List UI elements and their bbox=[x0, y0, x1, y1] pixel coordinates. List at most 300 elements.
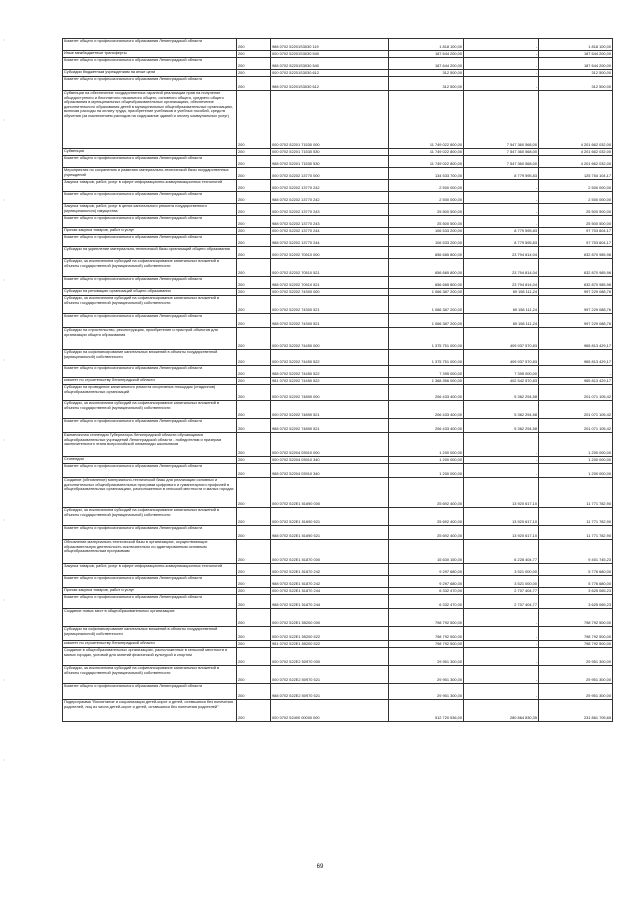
row-executed-cell: - bbox=[464, 204, 539, 216]
row-kbk-cell: 000 0702 52202 74300 521 bbox=[271, 296, 389, 314]
row-name-cell: комитет по строительству Ленинградской области bbox=[63, 378, 237, 385]
row-remaining-cell: 798 792 500,00 bbox=[539, 627, 613, 641]
row-remaining-cell: 1 200 000,00 bbox=[539, 464, 613, 478]
row-code-cell: 200 bbox=[237, 91, 271, 149]
row-remaining-cell: 965 813 429,17 bbox=[539, 350, 613, 366]
row-remaining-cell: 187 644 200,00 bbox=[539, 51, 613, 58]
row-name-cell: Комитет общего и профессионального образования Ленинградской области bbox=[63, 216, 237, 228]
row-approved-cell: 1 066 387 200,00 bbox=[389, 289, 464, 296]
row-executed-cell: - bbox=[464, 627, 539, 641]
row-executed-cell: 7 547 360 568,00 bbox=[464, 149, 539, 156]
row-kbk-cell: 000 0702 52201 71530 530 bbox=[271, 149, 389, 156]
row-code-cell: 200 bbox=[237, 259, 271, 277]
row-approved-cell: 9 297 680,00 bbox=[389, 576, 464, 588]
row-code-cell: 200 bbox=[237, 700, 271, 722]
table-row bbox=[63, 627, 613, 641]
row-code-cell: 200 bbox=[237, 277, 271, 289]
table-row bbox=[63, 588, 613, 595]
row-name-cell: Субсидии на проведение капитального ремонта спортивных площадок (стадионов) общеобразовательных организаций bbox=[63, 385, 237, 401]
row-remaining-cell: 1 200 000,00 bbox=[539, 457, 613, 464]
row-remaining-cell: 798 792 500,00 bbox=[539, 641, 613, 648]
row-kbk-cell: 000 0702 522E1 51690 000 bbox=[271, 478, 389, 508]
row-executed-cell: 5 362 294,58 bbox=[464, 401, 539, 419]
row-kbk-cell: 988 0702 52201S3030 612 bbox=[271, 77, 389, 91]
row-remaining-cell: 11 771 782,90 bbox=[539, 526, 613, 540]
row-remaining-cell: 5 776 680,00 bbox=[539, 564, 613, 576]
row-remaining-cell: 4 201 662 032,00 bbox=[539, 91, 613, 149]
page-number: 69 bbox=[316, 864, 324, 870]
row-code-cell: 200 bbox=[237, 588, 271, 595]
row-executed-cell: 6 228 404,77 bbox=[464, 540, 539, 564]
row-executed-cell: 13 920 617,10 bbox=[464, 478, 539, 508]
row-remaining-cell: 312 500,00 bbox=[539, 77, 613, 91]
row-executed-cell: 69 158 111,24 bbox=[464, 289, 539, 296]
table-row bbox=[63, 457, 613, 464]
table-row bbox=[63, 350, 613, 366]
row-remaining-cell: 1 818 100,00 bbox=[539, 39, 613, 51]
row-remaining-cell: 997 229 088,76 bbox=[539, 289, 613, 296]
row-code-cell: 200 bbox=[237, 156, 271, 168]
row-remaining-cell: 187 644 200,00 bbox=[539, 58, 613, 70]
row-code-cell: 200 bbox=[237, 192, 271, 204]
row-name-cell: Создание в общеобразовательных организациях, расположенных в сельской местности и малых городах, условий для занятий физической культурой и спортом bbox=[63, 648, 237, 666]
table-row bbox=[63, 564, 613, 576]
row-executed-cell: 3 521 000,00 bbox=[464, 564, 539, 576]
row-kbk-cell: 988 0702 52202 13770 244 bbox=[271, 235, 389, 247]
row-approved-cell: 206 433 400,00 bbox=[389, 385, 464, 401]
row-executed-cell: 409 937 570,83 bbox=[464, 350, 539, 366]
row-kbk-cell: 988 0702 52201 71530 530 bbox=[271, 156, 389, 168]
row-remaining-cell: 997 229 088,76 bbox=[539, 296, 613, 314]
row-kbk-cell: 988 0702 52201S3030 119 bbox=[271, 39, 389, 51]
row-code-cell: 200 bbox=[237, 51, 271, 58]
row-code-cell: 200 bbox=[237, 204, 271, 216]
table-row bbox=[63, 378, 613, 385]
table-row bbox=[63, 328, 613, 350]
row-kbk-cell: 000 0702 52204 03910 000 bbox=[271, 433, 389, 457]
row-executed-cell: 8 779 595,83 bbox=[464, 168, 539, 180]
row-name-cell: Комитет общего и профессионального образования Ленинградской области bbox=[63, 277, 237, 289]
row-kbk-cell: 981 0702 522E1 55200 522 bbox=[271, 641, 389, 648]
row-name-cell: комитет по строительству Ленинградской области bbox=[63, 641, 237, 648]
table-row bbox=[63, 648, 613, 666]
row-kbk-cell: 000 0702 52202 13770 000 bbox=[271, 168, 389, 180]
table-row bbox=[63, 192, 613, 204]
row-executed-cell: 8 779 595,83 bbox=[464, 228, 539, 235]
row-kbk-cell: 988 0702 52202 13770 243 bbox=[271, 216, 389, 228]
row-name-cell: Субсидии на укрепление материально-технической базы организаций общего образования bbox=[63, 247, 237, 259]
row-kbk-cell: 988 0702 522E1 51690 521 bbox=[271, 526, 389, 540]
table-row bbox=[63, 433, 613, 457]
table-row bbox=[63, 700, 613, 722]
row-name-cell: Комитет общего и профессионального образования Ленинградской области bbox=[63, 526, 237, 540]
table-row bbox=[63, 401, 613, 419]
row-approved-cell: 29 951 300,00 bbox=[389, 648, 464, 666]
row-executed-cell: 402 542 570,83 bbox=[464, 378, 539, 385]
row-name-cell: Субсидии на софинансирование капитальных вложений в объекты государственной (муниципальной) собственности bbox=[63, 350, 237, 366]
row-approved-cell: 1 375 751 000,00 bbox=[389, 350, 464, 366]
row-kbk-cell: 988 0702 52202 74890 521 bbox=[271, 419, 389, 433]
row-executed-cell: - bbox=[464, 180, 539, 192]
row-executed-cell: - bbox=[464, 70, 539, 77]
row-kbk-cell: 000 0702 522E2 50970 000 bbox=[271, 648, 389, 666]
row-executed-cell: - bbox=[464, 77, 539, 91]
table-row bbox=[63, 168, 613, 180]
row-remaining-cell: 25 500 500,00 bbox=[539, 204, 613, 216]
row-approved-cell: 187 644 200,00 bbox=[389, 58, 464, 70]
row-kbk-cell: 000 0702 52204 03910 340 bbox=[271, 457, 389, 464]
row-approved-cell: 106 533 200,00 bbox=[389, 235, 464, 247]
row-kbk-cell: 988 0702 52202 74450 522 bbox=[271, 366, 389, 378]
row-remaining-cell: 201 071 105,42 bbox=[539, 419, 613, 433]
row-remaining-cell: 97 753 604,17 bbox=[539, 228, 613, 235]
row-kbk-cell: 988 0702 52201S3030 540 bbox=[271, 58, 389, 70]
row-approved-cell: 1 066 387 200,00 bbox=[389, 314, 464, 328]
table-row bbox=[63, 204, 613, 216]
row-kbk-cell: 000 0702 52202 13770 244 bbox=[271, 228, 389, 235]
row-executed-cell: 7 547 360 568,00 bbox=[464, 91, 539, 149]
table-row bbox=[63, 366, 613, 378]
row-remaining-cell: 2 500 000,00 bbox=[539, 192, 613, 204]
row-approved-cell: 2 500 000,00 bbox=[389, 192, 464, 204]
row-kbk-cell: 988 0702 522E1 51870 242 bbox=[271, 576, 389, 588]
table-row bbox=[63, 77, 613, 91]
row-remaining-cell: 25 500 500,00 bbox=[539, 216, 613, 228]
row-code-cell: 200 bbox=[237, 366, 271, 378]
row-executed-cell: - bbox=[464, 464, 539, 478]
row-executed-cell: - bbox=[464, 609, 539, 627]
row-code-cell: 200 bbox=[237, 457, 271, 464]
budget-execution-table bbox=[62, 38, 613, 722]
row-remaining-cell: 11 771 782,90 bbox=[539, 478, 613, 508]
table-row bbox=[63, 51, 613, 58]
row-executed-cell: - bbox=[464, 641, 539, 648]
table-row bbox=[63, 526, 613, 540]
row-kbk-cell: 988 0702 522E2 50970 521 bbox=[271, 684, 389, 700]
row-executed-cell: 280 864 830,35 bbox=[464, 700, 539, 722]
row-kbk-cell: 000 0702 522E1 51690 521 bbox=[271, 508, 389, 526]
row-code-cell: 200 bbox=[237, 508, 271, 526]
table-row bbox=[63, 235, 613, 247]
row-executed-cell: 2 707 404,77 bbox=[464, 595, 539, 609]
table-row bbox=[63, 296, 613, 314]
row-approved-cell: 134 533 700,00 bbox=[389, 168, 464, 180]
table-row bbox=[63, 289, 613, 296]
row-name-cell: Комитет общего и профессионального образования Ленинградской области bbox=[63, 77, 237, 91]
row-approved-cell: 798 792 500,00 bbox=[389, 641, 464, 648]
row-code-cell: 200 bbox=[237, 385, 271, 401]
row-kbk-cell: 988 0702 52202 74300 521 bbox=[271, 314, 389, 328]
row-name-cell: Субсидии на строительство, реконструкцию, приобретение и пристрой объектов для организации общего образования bbox=[63, 328, 237, 350]
row-executed-cell: 2 707 404,77 bbox=[464, 588, 539, 595]
row-kbk-cell: 000 0702 52201 71530 000 bbox=[271, 91, 389, 149]
row-executed-cell: - bbox=[464, 648, 539, 666]
row-executed-cell: - bbox=[464, 433, 539, 457]
row-approved-cell: 25 500 500,00 bbox=[389, 204, 464, 216]
row-executed-cell: 7 395 000,00 bbox=[464, 366, 539, 378]
row-name-cell: Комитет общего и профессионального образования Ленинградской области bbox=[63, 235, 237, 247]
table-row bbox=[63, 666, 613, 684]
row-name-cell: Комитет общего и профессионального образования Ленинградской области bbox=[63, 192, 237, 204]
row-remaining-cell: 4 201 662 032,00 bbox=[539, 156, 613, 168]
row-code-cell: 200 bbox=[237, 149, 271, 156]
row-remaining-cell: 632 870 985,96 bbox=[539, 259, 613, 277]
row-kbk-cell: 000 0702 52202 74890 521 bbox=[271, 401, 389, 419]
row-remaining-cell: - bbox=[539, 366, 613, 378]
row-kbk-cell: 000 0702 52202 70510 000 bbox=[271, 247, 389, 259]
row-name-cell: Комитет общего и профессионального образования Ленинградской области bbox=[63, 684, 237, 700]
row-approved-cell: 25 692 400,00 bbox=[389, 508, 464, 526]
row-name-cell: Комитет общего и профессионального образования Ленинградской области bbox=[63, 576, 237, 588]
row-executed-cell: 23 794 814,04 bbox=[464, 259, 539, 277]
row-kbk-cell: 000 0702 52202 74300 000 bbox=[271, 289, 389, 296]
row-approved-cell: 512 720 536,00 bbox=[389, 700, 464, 722]
row-name-cell: Обновление материально-технической базы в организациях, осуществляющих образовательную деятельность исключительно по адаптированным основным общеобразовательным программам bbox=[63, 540, 237, 564]
row-name-cell: Субвенции bbox=[63, 149, 237, 156]
row-approved-cell: 312 500,00 bbox=[389, 70, 464, 77]
row-name-cell: Мероприятия по сохранению и развитию материально-технической базы государственных учреждений bbox=[63, 168, 237, 180]
row-name-cell: Субсидии, за исключением субсидий на софинансирование капитальных вложений в объекты государственной (муниципальной) собственности bbox=[63, 296, 237, 314]
row-approved-cell: 25 500 500,00 bbox=[389, 216, 464, 228]
row-kbk-cell: 000 0702 52202 74890 000 bbox=[271, 385, 389, 401]
row-kbk-cell: 988 0702 522E1 51870 244 bbox=[271, 595, 389, 609]
row-kbk-cell: 981 0702 52202 74450 522 bbox=[271, 378, 389, 385]
row-kbk-cell: 000 0702 52201S3030 540 bbox=[271, 51, 389, 58]
binder-hole-marks bbox=[0, 0, 8, 905]
row-kbk-cell: 000 0702 522E1 55200 000 bbox=[271, 609, 389, 627]
row-name-cell: Подпрограмма "Воспитание и социализация детей-сирот и детей, оставшихся без попечения родителей, лиц из числа детей-сирот и детей, оставшихся без попечения родителей" bbox=[63, 700, 237, 722]
row-approved-cell: 656 665 800,00 bbox=[389, 259, 464, 277]
row-approved-cell: 798 792 500,00 bbox=[389, 627, 464, 641]
row-code-cell: 200 bbox=[237, 576, 271, 588]
row-name-cell: Субсидии, за исключением субсидий на софинансирование капитальных вложений в объекты государственной (муниципальной) собственности bbox=[63, 259, 237, 277]
table-row bbox=[63, 277, 613, 289]
row-executed-cell: 5 362 294,58 bbox=[464, 419, 539, 433]
row-executed-cell: - bbox=[464, 192, 539, 204]
row-name-cell: Субсидии, за исключением субсидий на софинансирование капитальных вложений в объекты государственной (муниципальной) собственности bbox=[63, 401, 237, 419]
table-row bbox=[63, 595, 613, 609]
row-name-cell: Субсидии, за исключением субсидий на софинансирование капитальных вложений в объекты государственной (муниципальной) собственности bbox=[63, 508, 237, 526]
row-approved-cell: 106 533 200,00 bbox=[389, 228, 464, 235]
row-code-cell: 200 bbox=[237, 526, 271, 540]
row-code-cell: 200 bbox=[237, 180, 271, 192]
row-approved-cell: 11 749 022 800,00 bbox=[389, 156, 464, 168]
table-row bbox=[63, 259, 613, 277]
row-remaining-cell: 798 792 500,00 bbox=[539, 609, 613, 627]
row-remaining-cell: 201 071 105,42 bbox=[539, 401, 613, 419]
row-remaining-cell: 632 870 985,96 bbox=[539, 277, 613, 289]
row-code-cell: 200 bbox=[237, 289, 271, 296]
row-code-cell: 200 bbox=[237, 433, 271, 457]
table-row bbox=[63, 609, 613, 627]
row-name-cell: Комитет общего и профессионального образования Ленинградской области bbox=[63, 595, 237, 609]
row-code-cell: 200 bbox=[237, 609, 271, 627]
row-name-cell: Комитет общего и профессионального образования Ленинградской области bbox=[63, 419, 237, 433]
table-row bbox=[63, 180, 613, 192]
row-name-cell: Закупка товаров, работ, услуг в сфере информационно-коммуникационных технологий bbox=[63, 564, 237, 576]
row-remaining-cell: 3 625 065,23 bbox=[539, 588, 613, 595]
row-remaining-cell: 201 071 105,42 bbox=[539, 385, 613, 401]
table-row bbox=[63, 385, 613, 401]
table-row bbox=[63, 641, 613, 648]
row-code-cell: 200 bbox=[237, 478, 271, 508]
row-name-cell: Комитет общего и профессионального образования Ленинградской области bbox=[63, 314, 237, 328]
row-kbk-cell: 000 0702 52400 00000 000 bbox=[271, 700, 389, 722]
row-executed-cell: 13 920 617,10 bbox=[464, 526, 539, 540]
row-remaining-cell: 11 771 782,90 bbox=[539, 508, 613, 526]
row-approved-cell: 2 500 000,00 bbox=[389, 180, 464, 192]
row-name-cell: Закупка товаров, работ, услуг в сфере информационно-коммуникационных технологий bbox=[63, 180, 237, 192]
row-code-cell: 200 bbox=[237, 564, 271, 576]
row-code-cell: 200 bbox=[237, 684, 271, 700]
row-remaining-cell: 1 200 000,00 bbox=[539, 433, 613, 457]
row-kbk-cell: 000 0702 52202 74450 000 bbox=[271, 328, 389, 350]
row-executed-cell: 3 521 000,00 bbox=[464, 576, 539, 588]
row-code-cell: 200 bbox=[237, 70, 271, 77]
row-executed-cell: - bbox=[464, 666, 539, 684]
row-remaining-cell: 29 951 300,00 bbox=[539, 684, 613, 700]
row-code-cell: 200 bbox=[237, 666, 271, 684]
row-approved-cell: 312 500,00 bbox=[389, 77, 464, 91]
row-executed-cell: 23 794 814,04 bbox=[464, 247, 539, 259]
table-row bbox=[63, 576, 613, 588]
row-code-cell: 200 bbox=[237, 247, 271, 259]
row-name-cell: Субсидии на реновацию организаций общего образования bbox=[63, 289, 237, 296]
row-code-cell: 200 bbox=[237, 168, 271, 180]
row-approved-cell: 7 395 000,00 bbox=[389, 366, 464, 378]
row-executed-cell: 5 362 294,58 bbox=[464, 385, 539, 401]
row-approved-cell: 25 692 400,00 bbox=[389, 526, 464, 540]
row-approved-cell: 15 630 150,00 bbox=[389, 540, 464, 564]
row-remaining-cell: 965 813 429,17 bbox=[539, 378, 613, 385]
row-remaining-cell: 29 951 300,00 bbox=[539, 666, 613, 684]
row-executed-cell: 8 779 595,83 bbox=[464, 235, 539, 247]
row-approved-cell: 25 692 400,00 bbox=[389, 478, 464, 508]
row-name-cell: Комитет общего и профессионального образования Ленинградской области bbox=[63, 39, 237, 51]
row-code-cell: 200 bbox=[237, 464, 271, 478]
row-approved-cell: 1 375 751 000,00 bbox=[389, 328, 464, 350]
table-row bbox=[63, 540, 613, 564]
row-remaining-cell: 632 870 985,96 bbox=[539, 247, 613, 259]
table-row bbox=[63, 58, 613, 70]
row-remaining-cell: 125 754 104,17 bbox=[539, 168, 613, 180]
row-approved-cell: 29 951 300,00 bbox=[389, 666, 464, 684]
row-code-cell: 200 bbox=[237, 378, 271, 385]
table-row bbox=[63, 70, 613, 77]
row-code-cell: 200 bbox=[237, 314, 271, 328]
row-kbk-cell: 000 0702 52202 74450 522 bbox=[271, 350, 389, 366]
row-code-cell: 200 bbox=[237, 328, 271, 350]
row-remaining-cell: 231 861 705,65 bbox=[539, 700, 613, 722]
row-executed-cell: 69 158 111,24 bbox=[464, 314, 539, 328]
row-approved-cell: 1 200 000,00 bbox=[389, 464, 464, 478]
row-code-cell: 200 bbox=[237, 235, 271, 247]
row-name-cell: Создание новых мест в общеобразовательных организациях bbox=[63, 609, 237, 627]
row-executed-cell: 13 920 617,10 bbox=[464, 508, 539, 526]
row-code-cell: 200 bbox=[237, 540, 271, 564]
table-row bbox=[63, 314, 613, 328]
row-remaining-cell: 3 625 065,23 bbox=[539, 595, 613, 609]
table-row bbox=[63, 228, 613, 235]
table-row bbox=[63, 156, 613, 168]
row-remaining-cell: 29 951 300,00 bbox=[539, 648, 613, 666]
row-code-cell: 200 bbox=[237, 58, 271, 70]
row-kbk-cell: 000 0702 52202 13770 242 bbox=[271, 180, 389, 192]
row-code-cell: 200 bbox=[237, 419, 271, 433]
table-body bbox=[63, 39, 613, 722]
row-name-cell: Субсидии на софинансирование капитальных вложений в объекты государственной (муниципальной) собственности bbox=[63, 627, 237, 641]
row-name-cell: Комитет общего и профессионального образования Ленинградской области bbox=[63, 464, 237, 478]
row-name-cell: Комитет общего и профессионального образования Ленинградской области bbox=[63, 156, 237, 168]
row-code-cell: 200 bbox=[237, 627, 271, 641]
row-kbk-cell: 000 0702 52202 13770 243 bbox=[271, 204, 389, 216]
row-approved-cell: 656 665 800,00 bbox=[389, 247, 464, 259]
table-row bbox=[63, 149, 613, 156]
row-code-cell: 200 bbox=[237, 648, 271, 666]
row-name-cell: Стипендии bbox=[63, 457, 237, 464]
row-approved-cell: 11 749 022 800,00 bbox=[389, 149, 464, 156]
row-name-cell: Создание (обновление) материально-технической базы для реализации основных и дополнительных общеобразовательных программ цифрового и гуманитарного профилей в общеобразовательных организациях, расположенных в сельской местности и малых городах bbox=[63, 478, 237, 508]
table-row bbox=[63, 464, 613, 478]
row-name-cell: Субсидии, за исключением субсидий на софинансирование капитальных вложений в объекты государственной (муниципальной) собственности bbox=[63, 666, 237, 684]
row-approved-cell: 206 433 400,00 bbox=[389, 401, 464, 419]
row-kbk-cell: 988 0702 52202 13770 242 bbox=[271, 192, 389, 204]
row-code-cell: 200 bbox=[237, 39, 271, 51]
row-executed-cell: 69 158 111,24 bbox=[464, 296, 539, 314]
row-approved-cell: 9 297 680,00 bbox=[389, 564, 464, 576]
row-code-cell: 200 bbox=[237, 401, 271, 419]
row-executed-cell: - bbox=[464, 457, 539, 464]
row-executed-cell: - bbox=[464, 216, 539, 228]
table-row bbox=[63, 247, 613, 259]
row-kbk-cell: 988 0702 52204 03910 340 bbox=[271, 464, 389, 478]
row-kbk-cell: 000 0702 522E1 51870 242 bbox=[271, 564, 389, 576]
row-kbk-cell: 000 0702 522E2 50970 521 bbox=[271, 666, 389, 684]
row-kbk-cell: 000 0702 522E1 51870 000 bbox=[271, 540, 389, 564]
row-approved-cell: 29 951 300,00 bbox=[389, 684, 464, 700]
row-name-cell: Ежемесячная стипендия Губернатора Ленинградской области обучающимся общеобразовательных учреждений Ленинградской области - победителям и призерам заключительного этапа всероссийской олимпиады школьников bbox=[63, 433, 237, 457]
row-remaining-cell: 97 753 604,17 bbox=[539, 235, 613, 247]
row-name-cell: Иные межбюджетные трансферты bbox=[63, 51, 237, 58]
row-name-cell: Прочая закупка товаров, работ и услуг bbox=[63, 588, 237, 595]
row-approved-cell: 656 665 800,00 bbox=[389, 277, 464, 289]
row-executed-cell: 409 937 570,83 bbox=[464, 328, 539, 350]
row-name-cell: Закупка товаров, работ, услуг в целях капитального ремонта государственного (муниципального) имущества bbox=[63, 204, 237, 216]
row-code-cell: 200 bbox=[237, 228, 271, 235]
row-remaining-cell: 997 229 088,76 bbox=[539, 314, 613, 328]
row-code-cell: 200 bbox=[237, 77, 271, 91]
row-approved-cell: 6 332 470,00 bbox=[389, 595, 464, 609]
row-executed-cell: - bbox=[464, 51, 539, 58]
row-approved-cell: 798 792 500,00 bbox=[389, 609, 464, 627]
row-executed-cell: - bbox=[464, 684, 539, 700]
row-approved-cell: 1 200 000,00 bbox=[389, 457, 464, 464]
table-row bbox=[63, 419, 613, 433]
row-code-cell: 200 bbox=[237, 350, 271, 366]
table-row bbox=[63, 478, 613, 508]
row-name-cell: Прочая закупка товаров, работ и услуг bbox=[63, 228, 237, 235]
row-approved-cell: 1 066 387 200,00 bbox=[389, 296, 464, 314]
row-remaining-cell: 9 401 745,23 bbox=[539, 540, 613, 564]
row-remaining-cell: 2 500 000,00 bbox=[539, 180, 613, 192]
row-code-cell: 200 bbox=[237, 595, 271, 609]
row-executed-cell: 7 547 360 568,00 bbox=[464, 156, 539, 168]
table-row bbox=[63, 216, 613, 228]
row-approved-cell: 1 368 356 000,00 bbox=[389, 378, 464, 385]
table-row bbox=[63, 508, 613, 526]
row-kbk-cell: 000 0702 52201S3030 612 bbox=[271, 70, 389, 77]
row-remaining-cell: 965 813 429,17 bbox=[539, 328, 613, 350]
